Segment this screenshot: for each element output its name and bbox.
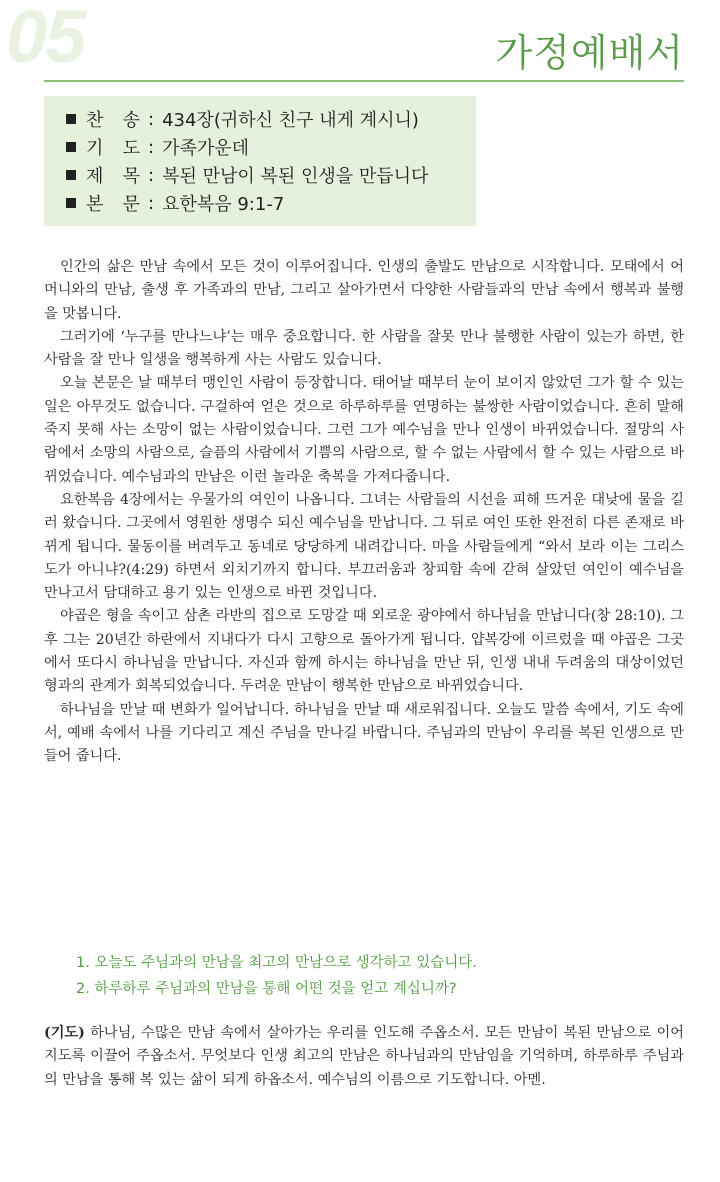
body-paragraph: 하나님을 만날 때 변화가 일어납니다. 하나님을 만날 때 새로워집니다. 오늘도 말씀 속에서, 기도 속에서, 예배 속에서 나를 기다리고 계신 주님을 만나길 바랍니다. 주님과의 만남이 우리를 복된 인생으로 만들어 줍니다. — [44, 701, 684, 765]
body-paragraph: 그러기에 ‘누구를 만나느냐’는 매우 중요합니다. 한 사람을 잘못 만나 불행한 사람이 있는가 하면, 한 사람을 잘 만나 일생을 행복하게 사는 사람도 있습니다. — [44, 328, 684, 369]
body-paragraph: 요한복음 4장에서는 우물가의 여인이 나옵니다. 그녀는 사람들의 시선을 피해 뜨거운 대낮에 물을 길러 왔습니다. 그곳에서 영원한 생명수 되신 예수님을 만납니다. 그 뒤로 여인 또한 완전히 다른 존재로 바뀌게 됩니다. 물동이를 버려두고 동네로 당당하게 내려갑니다. 마을 사람들에게 “와서 보라 이는 그리스도가 아니냐?(4:29) 하면서 외치기까지 합니다. 부끄러움과 창피함 속에 갇혀 살았던 여인이 예수님을 만나고서 담대하고 용기 있는 인생으로 바뀐 것입니다. — [44, 491, 684, 602]
info-label: 찬 송 — [86, 110, 140, 131]
info-row-prayer — [66, 133, 249, 161]
info-value: 복된 만남이 복된 인생을 만듭니다 — [162, 166, 429, 187]
prayer-text: 하나님, 수많은 만남 속에서 살아가는 우리를 인도해 주옵소서. 모든 만남이 복된 만남으로 이어지도록 이끌어 주옵소서. 무엇보다 인생 최고의 만남은 하나님과의 만남임을 기억하며, 하루하루 주님과의 만남을 통해 복 있는 삶이 되게 하옵소서. 예수님의 이름으로 기도합니다. 아멘. — [44, 1025, 684, 1088]
body-paragraph: 오늘 본문은 날 때부터 맹인인 사람이 등장합니다. 태어날 때부터 눈이 보이지 않았던 그가 할 수 있는 일은 아무것도 없습니다. 구걸하여 얻은 것으로 하루하루를 연명하는 불쌍한 사람이었습니다. 흔히 말해 죽지 못해 사는 소망이 없는 사람이었습니다. 그런 그가 예수님을 만나 인생이 바뀌었습니다. 절망의 사람에서 소망의 사람으로, 슬픔의 사람에서 기쁨의 사람으로, 할 수 없는 사람에서 할 수 있는 사람으로 바뀌었습니다. 예수님과의 만남은 이런 놀라운 축복을 가져다줍니다. — [44, 375, 684, 485]
info-label: 본 문 — [86, 194, 140, 215]
info-row-scripture — [66, 189, 284, 217]
page-number: 05 — [6, 0, 85, 78]
info-row-hymn — [66, 105, 419, 133]
body-paragraph: 인간의 삶은 만남 속에서 모든 것이 이루어집니다. 인생의 출발도 만남으로 시작합니다. 모태에서 어머니와의 만남, 출생 후 가족과의 만남, 그리고 살아가면서 다양한 사람들과의 만남 속에서 행복과 불행을 맛봅니다. — [44, 259, 684, 322]
info-colon: : — [148, 192, 155, 214]
info-label: 기 도 — [86, 138, 140, 159]
reflection-questions — [76, 950, 477, 1002]
square-bullet-icon — [66, 170, 76, 180]
question-item: 1. 오늘도 주님과의 만남을 최고의 만남으로 생각하고 있습니다. — [76, 955, 477, 971]
info-label: 제 목 — [86, 166, 140, 187]
info-value: 가족가운데 — [162, 138, 250, 159]
closing-prayer — [44, 1022, 684, 1092]
question-item: 2. 하루하루 주님과의 만남을 통해 어떤 것을 얻고 계십니까? — [76, 981, 457, 997]
square-bullet-icon — [66, 114, 76, 124]
prayer-label: (기도) — [44, 1025, 85, 1041]
info-colon: : — [148, 108, 155, 130]
info-value: 434장(귀하신 친구 내게 계시니) — [162, 110, 419, 131]
info-row-title — [66, 161, 428, 189]
title-divider — [44, 80, 684, 82]
square-bullet-icon — [66, 198, 76, 208]
body-paragraph: 야곱은 형을 속이고 삼촌 라반의 집으로 도망갈 때 외로운 광야에서 하나님을 만납니다(창 28:10). 그 후 그는 20년간 하란에서 지내다가 다시 고향으로 돌아가게 됩니다. 얍복강에 이르렀을 때 야곱은 그곳에서 또다시 하나님을 만납니다. 자신과 함께 하시는 하나님을 만난 뒤, 인생 내내 두려움의 대상이었던 형과의 관계가 회복되었습니다. 두려운 만남이 행복한 만남으로 바뀌었습니다. — [44, 608, 684, 695]
service-info-box — [44, 96, 476, 226]
info-value: 요한복음 9:1-7 — [162, 194, 285, 215]
info-colon: : — [148, 136, 155, 158]
info-colon: : — [148, 164, 155, 186]
square-bullet-icon — [66, 142, 76, 152]
sermon-body — [44, 256, 684, 769]
section-title: 가정예배서 — [495, 31, 684, 75]
